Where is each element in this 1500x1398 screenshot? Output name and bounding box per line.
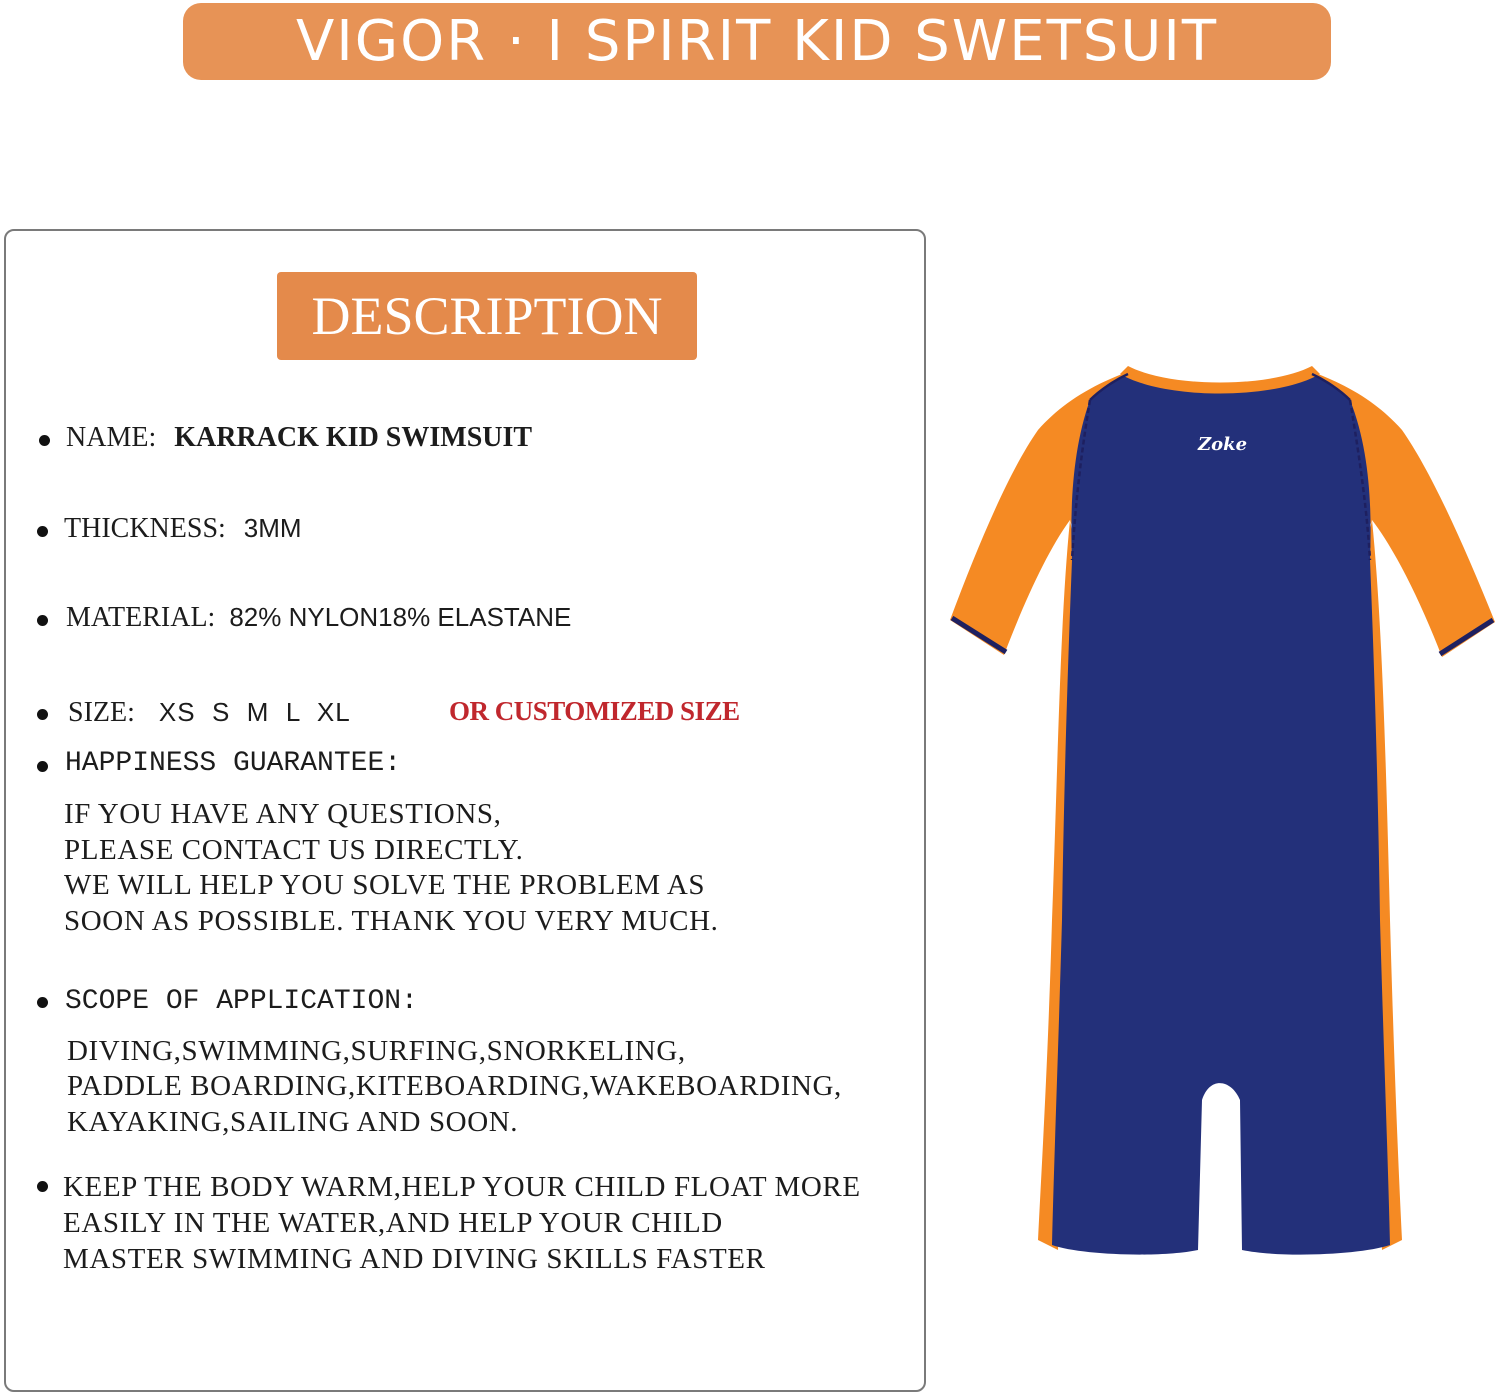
description-heading-text: DESCRIPTION [311, 286, 663, 346]
bullet-icon [37, 615, 48, 626]
guarantee-line: PLEASE CONTACT US DIRECTLY. [64, 834, 524, 866]
bullet-icon [37, 1181, 48, 1192]
scope-line: DIVING,SWIMMING,SURFING,SNORKELING, [67, 1035, 686, 1067]
scope-line: PADDLE BOARDING,KITEBOARDING,WAKEBOARDING, [67, 1070, 842, 1102]
name-value: KARRACK KID SWIMSUIT [174, 422, 533, 453]
description-heading [277, 272, 697, 360]
scope-label: SCOPE OF APPLICATION: [65, 986, 418, 1017]
customized-size-note: OR CUSTOMIZED SIZE [449, 696, 740, 726]
material-value: 82% NYLON18% ELASTANE [229, 602, 572, 632]
size-values: XS S M L XL [158, 697, 351, 727]
material-row [66, 602, 571, 634]
benefit-line: KEEP THE BODY WARM,HELP YOUR CHILD FLOAT MORE [63, 1171, 861, 1203]
bullet-icon [37, 526, 48, 537]
name-label: NAME: [66, 422, 157, 453]
benefit-line: EASILY IN THE WATER,AND HELP YOUR CHILD [63, 1207, 723, 1239]
guarantee-line: SOON AS POSSIBLE. THANK YOU VERY MUCH. [64, 905, 719, 937]
thickness-value: 3MM [243, 513, 302, 543]
benefit-line: MASTER SWIMMING AND DIVING SKILLS FASTER [63, 1243, 766, 1275]
bullet-icon [37, 997, 48, 1008]
thickness-row [64, 513, 302, 545]
bullet-icon [37, 761, 48, 772]
size-label: SIZE: [68, 697, 135, 728]
scope-line: KAYAKING,SAILING AND SOON. [67, 1106, 519, 1138]
material-label: MATERIAL: [66, 602, 216, 633]
guarantee-label: HAPPINESS GUARANTEE: [65, 748, 402, 779]
guarantee-line: WE WILL HELP YOU SOLVE THE PROBLEM AS [64, 869, 706, 901]
top-banner [183, 3, 1331, 80]
bullet-icon [39, 435, 50, 446]
banner-title: VIGOR · I SPIRIT KID SWETSUIT [295, 9, 1219, 74]
thickness-label: THICKNESS: [64, 513, 226, 544]
body [1052, 370, 1390, 1255]
brand-logo: Zoke [1198, 434, 1248, 455]
name-row [66, 422, 532, 454]
size-row [68, 697, 351, 729]
guarantee-line: IF YOU HAVE ANY QUESTIONS, [64, 798, 502, 830]
bullet-icon [37, 709, 48, 720]
swimsuit-illustration [940, 360, 1500, 1270]
swimsuit-image [940, 360, 1500, 1270]
